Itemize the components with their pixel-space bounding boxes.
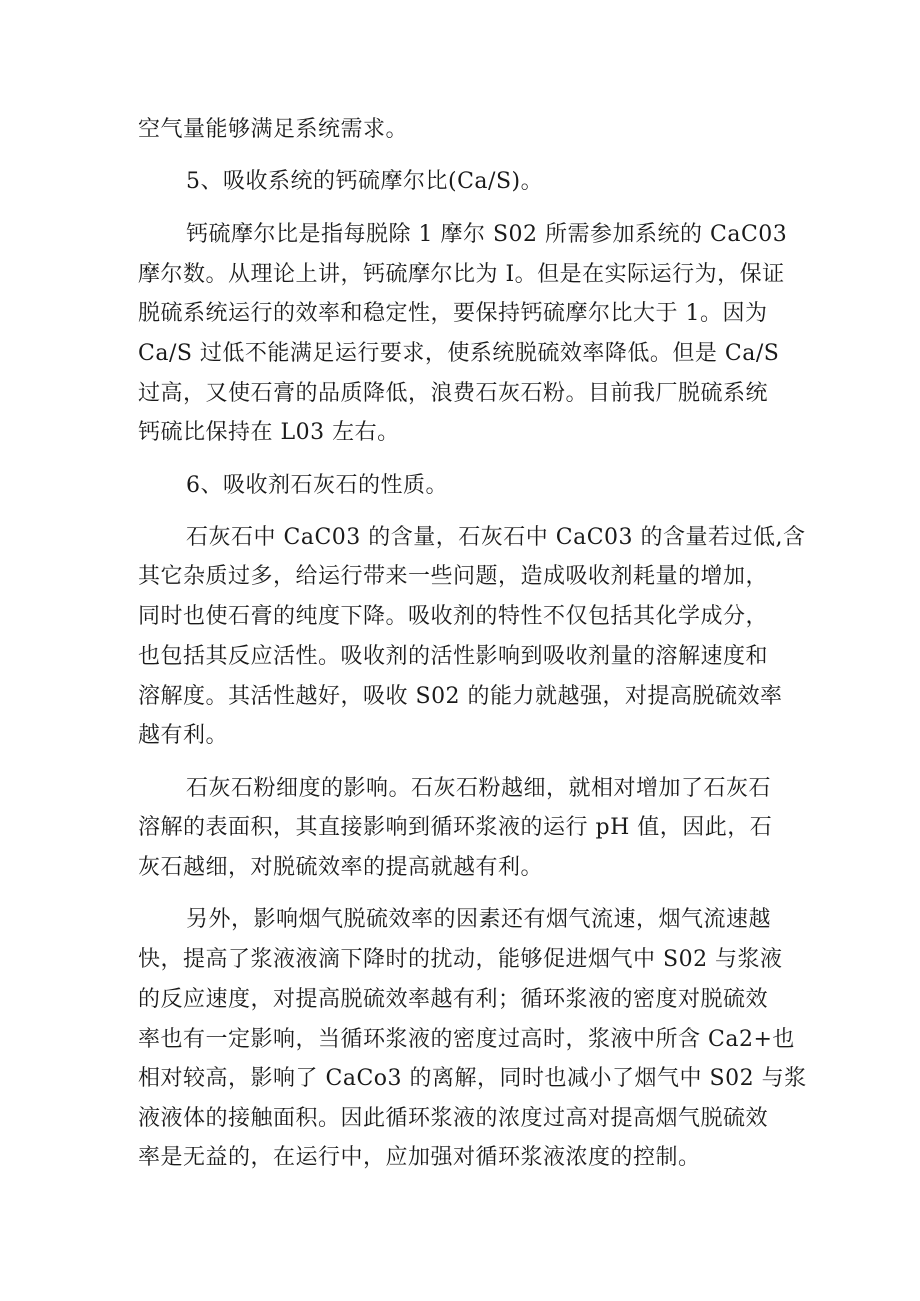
text-line: 钙硫比保持在 L03 左右。 xyxy=(138,420,400,445)
text-line: 灰石越细，对脱硫效率的提高就越有利。 xyxy=(138,855,544,880)
text-line: 钙硫摩尔比是指每脱除 1 摩尔 S02 所需参加系统的 CaC03 xyxy=(186,222,788,247)
text-line: 石灰石粉细度的影响。石灰石粉越细，就相对增加了石灰石 xyxy=(186,776,772,801)
section-heading-6: 6、吸收剂石灰石的性质。 xyxy=(186,473,448,498)
text-line: 石灰石中 CaC03 的含量，石灰石中 CaC03 的含量若过低,含 xyxy=(186,525,806,550)
text-line: 越有利。 xyxy=(138,723,229,748)
text-line: 溶解度。其活性越好，吸收 S02 的能力就越强，对提高脱硫效率 xyxy=(138,684,783,709)
text-line: 其它杂质过多，给运行带来一些问题，造成吸收剂耗量的增加， xyxy=(138,564,769,589)
text-line: 率是无益的，在运行中，应加强对循环浆液浓度的控制。 xyxy=(138,1145,701,1170)
text-line: 快，提高了浆液液滴下降时的扰动，能够促进烟气中 S02 与浆液 xyxy=(138,947,783,972)
text-line: 也包括其反应活性。吸收剂的活性影响到吸收剂量的溶解速度和 xyxy=(138,644,769,669)
text-line: Ca/S 过低不能满足运行要求，使系统脱硫效率降低。但是 Ca/S xyxy=(138,341,780,366)
text-line: 过高，又使石膏的品质降低，浪费石灰石粉。目前我厂脱硫系统 xyxy=(138,381,769,406)
text-line: 率也有一定影响，当循环浆液的密度过高时，浆液中所含 Ca2+也 xyxy=(138,1027,795,1052)
text-line: 相对较高，影响了 CaCo3 的离解，同时也减小了烟气中 S02 与浆 xyxy=(138,1066,807,1091)
text-line: 同时也使石膏的纯度下降。吸收剂的特性不仅包括其化学成分， xyxy=(138,604,769,629)
section-heading-5: 5、吸收系统的钙硫摩尔比(Ca/S)。 xyxy=(186,169,544,194)
text-line: 的反应速度，对提高脱硫效率越有利；循环浆液的密度对脱硫效 xyxy=(138,987,769,1012)
text-line: 液液体的接触面积。因此循环浆液的浓度过高对提高烟气脱硫效 xyxy=(138,1106,769,1131)
text-line: 另外，影响烟气脱硫效率的因素还有烟气流速，烟气流速越 xyxy=(186,907,772,932)
text-line: 脱硫系统运行的效率和稳定性，要保持钙硫摩尔比大于 1。因为 xyxy=(138,301,768,326)
text-line: 摩尔数。从理论上讲，钙硫摩尔比为 I。但是在实际运行为，保证 xyxy=(138,262,785,287)
text-line: 溶解的表面积，其直接影响到循环浆液的运行 pH 值，因此，石 xyxy=(138,815,773,840)
text-line: 空气量能够满足系统需求。 xyxy=(138,117,409,142)
